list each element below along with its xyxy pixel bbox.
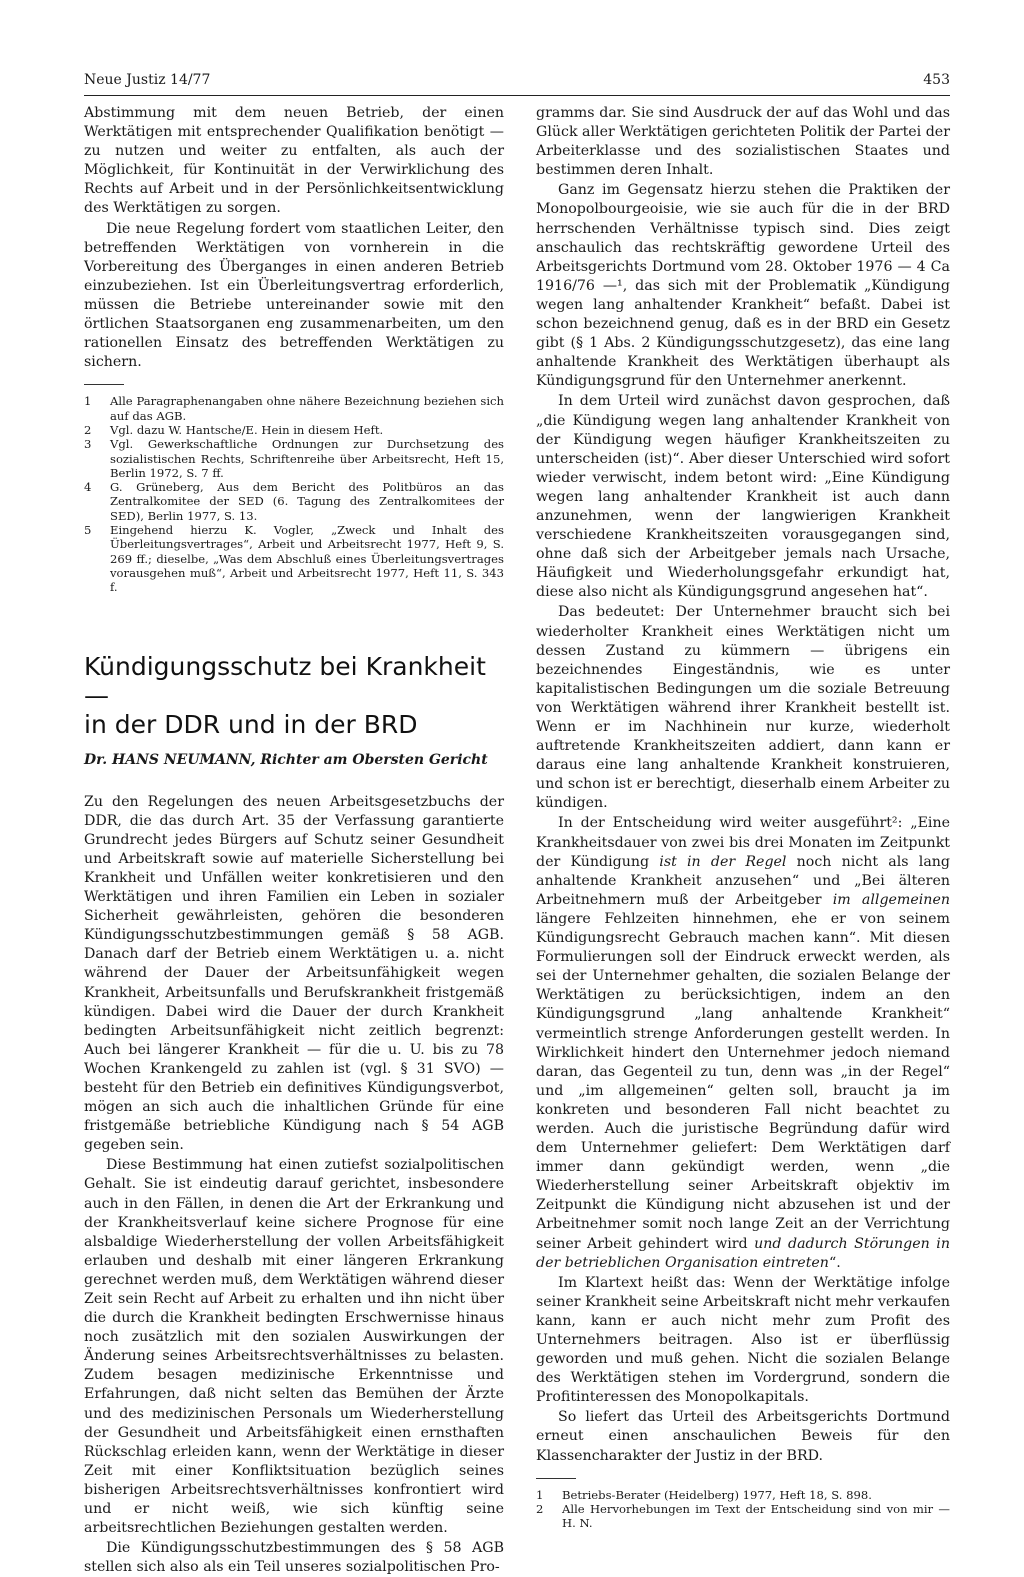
emphasis: und dadurch Störungen in der betrieblichen Organisation eintreten [536, 1235, 950, 1271]
paragraph: Diese Bestimmung hat einen zutiefst sozialpolitischen Gehalt. Sie ist eindeutig darauf gerichtet, insbesondere auch in den Fällen, in denen die Art der Erkrankung und der Krankheitsverlauf keine sichere Prognose für eine alsbaldige Wiederherstellung der vollen Arbeitsfähigkeit erlauben und deshalb mit einer längeren Erkrankung gerechnet werden muß, dem Werktätigen während dieser Zeit sein Recht auf Arbeit zu erhalten und ihn nicht über die durch die Krankheit bedingten Erschwernisse hinaus noch zusätzlich mit den sozialen Auswirkungen der Änderung seines Arbeitsrechtsverhältnisses zu belasten. Zudem besagen medizinische Erkenntnisse und Erfahrungen, daß nicht selten das Bemühen der Ärzte und des medizinischen Personals um Wiederherstellung der Gesundheit und Arbeitsfähigkeit einen ernsthaften Rückschlag erleiden kann, wenn der Werktätige in dieser Zeit mit einer Konfliktsituation bezüglich seines bisherigen Arbeitsrechtsverhältnisses konfrontiert wird und er nicht weiß, wie sich künftig seine arbeitsrechtlichen Beziehungen gestalten werden. [84, 1157, 504, 1537]
footnote-text: Vgl. Gewerkschaftliche Ordnungen zur Durchsetzung des sozialistischen Rechts, Schriftenreihe über Arbeitsrecht, Heft 15, Berlin 1972, S. 7 ff. [110, 437, 504, 480]
emphasis: ist in der Regel [659, 853, 787, 870]
footnote-number: 2 [536, 1501, 544, 1516]
text-run: “. [828, 1254, 841, 1271]
paragraph [536, 814, 950, 1272]
paragraph: So liefert das Urteil des Arbeitsgerichts Dortmund erneut einen anschaulichen Beweis für den Klassencharakter der Justiz in der BRD. [536, 1409, 950, 1464]
footnote-number: 5 [84, 522, 92, 537]
text-run: längere Fehlzeiten hinnehmen, ehe er von seinem Kündigungsrecht Gebrauch machen kann“. Mit diesen Formulierungen soll der Eindruck erweckt werden, als sei der Unternehmer gehalten, die sozialen Belange der Werktätigen zu berücksichtigen, indem an den Kündigungsgrund „lang anhaltende Krankheit“ vermeintlich strenge Anforderungen gestellt werden. In Wirklichkeit hindert den Unternehmer jedoch niemand daran, das Gegenteil zu tun, denn was „in der Regel“ und „im allgemeinen“ gelten soll, braucht ja im konkreten und besonderen Fall nicht beachtet zu werden. Auch die juristische Begründung dafür wird dem Unternehmer geliefert: Dem Werktätigen darf immer dann gekündigt werden, wenn „die Wiederherstellung seiner Arbeitskraft objektiv im Zeitpunkt die Kündigung nicht abzusehen ist und der Arbeitnehmer somit noch lange Zeit an der Verrichtung seiner Arbeit gehindert wird [536, 910, 950, 1252]
footnote [84, 523, 504, 594]
left-column [84, 104, 504, 1577]
text-run: noch nicht als lang anhaltende Krankheit anzusehen“ und „Bei älteren Arbeitnehmern muß der Arbeitgeber [536, 853, 950, 908]
paragraph: Im Klartext heißt das: Wenn der Werktätige infolge seiner Krankheit seine Arbeitskraft nicht mehr verkaufen kann, kann er auch nicht mehr zum Profit des Unternehmers beitragen. Also ist er überflüssig geworden und muß gehen. Nicht die sozialen Belange des Werktätigen stehen im Vordergrund, sondern die Profitinteressen des Monopolkapitals. [536, 1274, 950, 1406]
paragraph: Zu den Regelungen des neuen Arbeitsgesetzbuchs der DDR, die das durch Art. 35 der Verfassung garantierte Grundrecht jedes Bürgers auf Schutz seiner Gesundheit und Arbeitskraft sowie auf materielle Sicherstellung bei Krankheit und Unfällen weiter konkretisieren und den Werktätigen und ihren Familien ein Leben in sozialer Sicherheit gewährleisten, gehören die besonderen Kündigungsschutzbestimmungen gemäß § 58 AGB. Danach darf der Betrieb einem Werktätigen u. a. nicht während der Dauer der Arbeitsunfähigkeit wegen Krankheit, Arbeitsunfalls und Berufskrankheit fristgemäß kündigen. Dabei wird die Dauer der durch Krankheit bedingten Arbeitsunfähigkeit nicht zeitlich begrenzt: Auch bei längerer Krankheit — für die u. U. bis zu 78 Wochen Krankengeld zu zahlen ist (vgl. § 31 SVO) — besteht für den Betrieb ein definitives Kündigungsverbot, mögen an sich auch die inhaltlichen Gründe für eine fristgemäße betriebliche Kündigung nach § 54 AGB gegeben sein. [84, 793, 504, 1154]
footnote [536, 1488, 950, 1502]
footnote [536, 1502, 950, 1531]
footnote [84, 394, 504, 423]
page-header [84, 72, 950, 96]
paragraph: Ganz im Gegensatz hierzu stehen die Praktiken der Monopolbourgeoisie, wie sie auch für die in der BRD herrschenden Verhältnisse typisch sind. Dies zeigt anschaulich das rechtskräftig gewordene Urteil des Arbeitsgerichts Dortmund vom 28. Oktober 1976 — 4 Ca 1916/76 —¹, das sich mit der Problematik „Kündigung wegen lang anhaltender Krankheit“ befaßt. Dabei ist schon bezeichnend genug, daß es in der BRD ein Gesetz gibt (§ 1 Abs. 2 Kündigungsschutzgesetz), das eine lang anhaltende Krankheit des Werktätigen überhaupt als Kündigungsgrund für den Unternehmer anerkennt. [536, 182, 950, 390]
paragraph: In dem Urteil wird zunächst davon gesprochen, daß „die Kündigung wegen lang anhaltender Krankheit von der Kündigung wegen häufiger Krankheitszeiten zu unterscheiden (ist)“. Aber dieser Unterschied wird sofort wieder verwischt, indem betont wird: „Eine Kündigung wegen lang anhaltender Krankheit ist auch dann anzunehmen, wenn der langwierigen Krankheit verschiedene Krankheitszeiten vorausgegangen sind, ohne daß sich der Arbeitgeber jemals nach Ursache, Häufigkeit und Wiederholungsgefahr erkundigt hat, diese also nicht als Kündigungsgrund angesehen hat“. [536, 393, 950, 601]
footnote-number: 3 [84, 437, 92, 452]
right-column [536, 104, 950, 1531]
paragraph: Das bedeutet: Der Unternehmer braucht sich bei wiederholter Krankheit eines Werktätigen nicht um dessen Zustand zu kümmern — übrigens ein bezeichnendes Eingeständnis, wie es unter kapitalistischen Bedingungen um die soziale Betreuung von Werktätigen während ihrer Krankheit bestellt ist. Wenn er im Nachhinein nur kurze, wiederholt auftretende Krankheitszeiten addiert, dann kann er daraus eine lang anhaltende Krankheit konstruieren, und schon ist er berechtigt, dieserhalb einem Arbeiter zu kündigen. [536, 604, 950, 812]
footnote-text: Alle Hervorhebungen im Text der Entscheidung sind von mir — H. N. [562, 1501, 950, 1531]
footnote-text: G. Grüneberg, Aus dem Bericht des Politbüros an das Zentralkomitee der SED (6. Tagung des Zentralkomitees der SED), Berlin 1977, S. 13. [110, 480, 504, 523]
footnote [84, 480, 504, 523]
footnote [84, 423, 504, 437]
footnote [84, 437, 504, 480]
article-body-left [84, 793, 504, 1577]
article-title-line-2: in der DDR und in der BRD [84, 710, 418, 740]
footnote-number: 4 [84, 480, 92, 495]
article-title-line-1: Kündigungsschutz bei Krankheit — [84, 652, 486, 711]
journal-title: Neue Justiz 14/77 [84, 72, 211, 88]
footnotes-left [84, 394, 504, 594]
paragraph: Abstimmung mit dem neuen Betrieb, der einen Werktätigen mit entsprechender Qualifikation benötigt — zu nutzen und weiter zu entfalten, als auch der Möglichkeit, für Kontinuität in der Verwirklichung des Rechts auf Arbeit und in der Persönlichkeitsentwicklung des Werktätigen zu sorgen. [84, 105, 504, 217]
footnote-text: Betriebs-Berater (Heidelberg) 1977, Heft 18, S. 898. [562, 1487, 872, 1502]
author-byline: Dr. HANS NEUMANN, Richter am Obersten Gericht [84, 752, 488, 769]
footnote-divider [536, 1478, 576, 1479]
page-number: 453 [923, 72, 950, 88]
footnote-number: 1 [536, 1487, 544, 1502]
text-run: In der Entscheidung wird weiter ausgeführt²: „Eine Krankheitsdauer von zwei bis drei Monaten im Zeitpunkt der Kündigung [536, 815, 950, 870]
paragraph: Die Kündigungsschutzbestimmungen des § 58 AGB stellen sich also als ein Teil unseres sozialpolitischen Pro- [84, 1540, 504, 1576]
paragraph: Die neue Regelung fordert vom staatlichen Leiter, den betreffenden Werktätigen von vornherein in die Vorbereitung des Überganges in einen anderen Betrieb einzubeziehen. Ist ein Überleitungsvertrag erforderlich, müssen die Betriebe untereinander sowie mit den örtlichen Staatsorganen eng zusammenarbeiten, um den rationellen Einsatz des betreffenden Werktätigen zu sichern. [84, 220, 504, 371]
footnotes-right [536, 1488, 950, 1531]
footnote-divider [84, 384, 124, 385]
footnote-number: 1 [84, 394, 92, 409]
footnote-text: Eingehend hierzu K. Vogler, „Zweck und Inhalt des Überleitungsvertrages“, Arbeit und Arbeitsrecht 1977, Heft 9, S. 269 ff.; dieselbe, „Was dem Abschluß eines Überleitungsvertrages vorausgehen muß“, Arbeit und Arbeitsrecht 1977, Heft 11, S. 343 f. [110, 522, 504, 595]
emphasis: im allgemeinen [832, 891, 950, 908]
footnote-number: 2 [84, 422, 92, 437]
footnote-text: Vgl. dazu W. Hantsche/E. Hein in diesem Heft. [110, 422, 384, 437]
footnote-text: Alle Paragraphenangaben ohne nähere Bezeichnung beziehen sich auf das AGB. [110, 394, 504, 423]
article-title [84, 652, 504, 739]
paragraph: gramms dar. Sie sind Ausdruck der auf das Wohl und das Glück aller Werktätigen gerichteten Politik der Partei der Arbeiterklasse und des sozialistischen Staates und bestimmen deren Inhalt. [536, 105, 950, 179]
